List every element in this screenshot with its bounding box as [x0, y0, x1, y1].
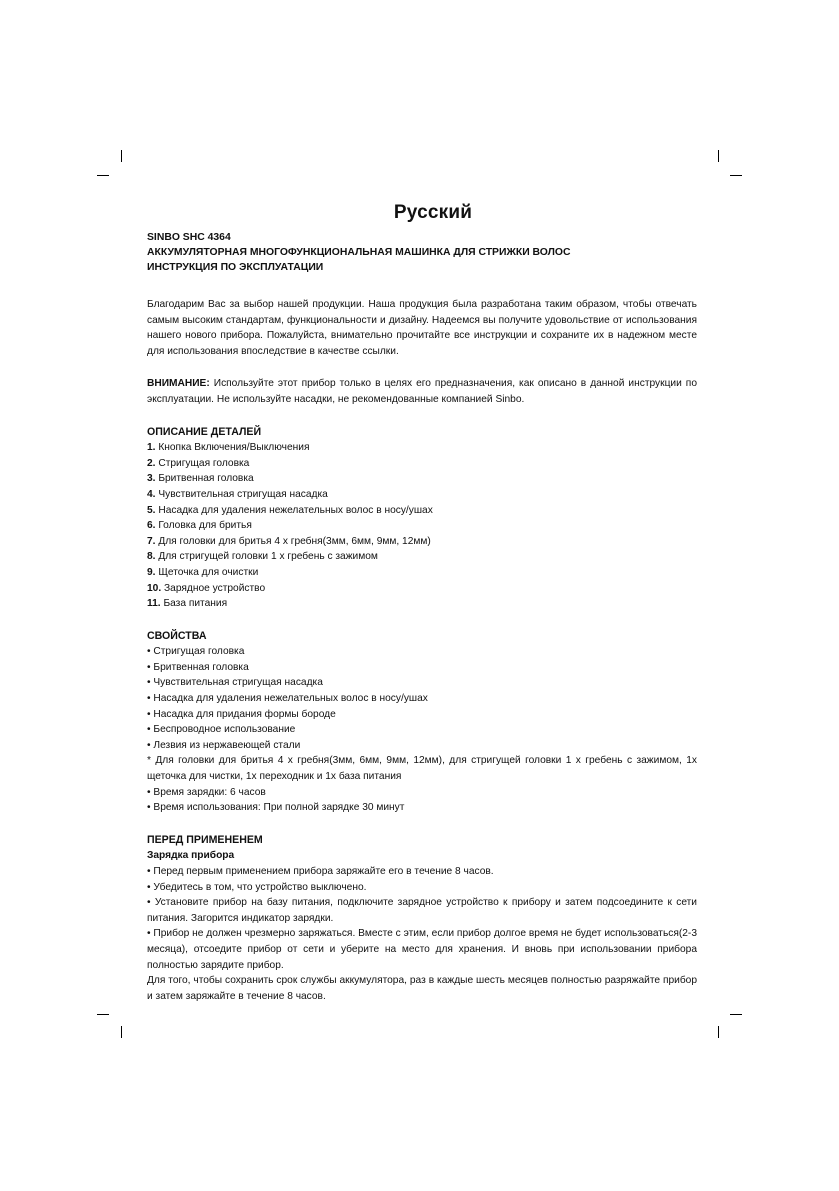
list-item: 3. Бритвенная головка	[147, 473, 254, 485]
features-list	[147, 644, 697, 816]
list-item: 6. Головка для бритья	[147, 520, 252, 532]
list-item: * Для головки для бритья 4 х гребня(3мм, 6мм, 9мм, 12мм), для стригущей головки 1 х гребень с зажимом, 1х щеточка для чистки, 1х переходник и 1х база питания	[147, 755, 697, 783]
manual-title: ИНСТРУКЦИЯ ПО ЭКСПЛУАТАЦИИ	[147, 262, 324, 273]
list-item: 2. Стригущая головка	[147, 457, 250, 469]
warning-paragraph	[147, 376, 697, 407]
charging-subheading: Зарядка прибора	[147, 850, 235, 862]
list-item: • Чувствительная стригущая насадка	[147, 677, 323, 689]
warning-label: ВНИМАНИЕ:	[147, 378, 210, 390]
crop-mark	[121, 1026, 122, 1038]
list-item: • Убедитесь в том, что устройство выключено.	[147, 881, 367, 893]
list-item: • Насадка для удаления нежелательных волос в носу/ушах	[147, 693, 428, 705]
list-item: 8. Для стригущей головки 1 х гребень с зажимом	[147, 551, 378, 563]
crop-mark	[730, 1014, 742, 1015]
parts-heading: ОПИСАНИЕ ДЕТАЛЕЙ	[147, 425, 262, 438]
list-item: • Стригущая головка	[147, 646, 245, 658]
intro-paragraph: Благодарим Вас за выбор нашей продукции. Наша продукция была разработана таким образом, чтобы отвечать самым высоким стандартам, функциональности и дизайну. Надеемся вы получите удовольствие от использования нашего нового прибора. Пожалуйста, внимательно прочитайте все инструкции и сохраните их в надежном месте для использования впоследствие в качестве ссылки.	[147, 299, 697, 357]
list-item: Для того, чтобы сохранить срок службы аккумулятора, раз в каждые шесть месяцев полностью разряжайте прибор и затем заряжайте в течение 8 часов.	[147, 975, 697, 1002]
list-item: • Насадка для придания формы бороде	[147, 708, 336, 720]
crop-mark	[718, 150, 719, 162]
list-item: 4. Чувствительная стригущая насадка	[147, 488, 328, 500]
parts-list	[147, 440, 697, 612]
list-item: 10. Зарядное устройство	[147, 582, 266, 594]
crop-mark	[121, 150, 122, 162]
crop-mark	[97, 1014, 109, 1015]
list-item: 11. База питания	[147, 598, 228, 610]
list-item: 5. Насадка для удаления нежелательных волос в носу/ушах	[147, 504, 433, 516]
list-item: 7. Для головки для бритья 4 х гребня(3мм, 6мм, 9мм, 12мм)	[147, 535, 431, 547]
product-title: АККУМУЛЯТОРНАЯ МНОГОФУНКЦИОНАЛЬНАЯ МАШИНКА ДЛЯ СТРИЖКИ ВОЛОС	[147, 247, 571, 258]
features-heading: СВОЙСТВА	[147, 629, 207, 642]
list-item: • Бритвенная головка	[147, 661, 249, 673]
crop-mark	[718, 1026, 719, 1038]
before-use-heading: ПЕРЕД ПРИМЕНЕНЕМ	[147, 833, 263, 846]
language-title: Русский	[393, 202, 473, 223]
crop-mark	[97, 175, 109, 176]
warning-text: Используйте этот прибор только в целях его предназначения, как описано в данной инструкции по эксплуатации. Не используйте насадки, не рекомендованные компанией Sinbo.	[147, 378, 697, 405]
before-use-list	[147, 864, 697, 1004]
model-title: SINBO SHC 4364	[147, 232, 231, 243]
list-item: • Время использования: При полной зарядке 30 минут	[147, 802, 405, 814]
list-item: • Лезвия из нержавеющей стали	[147, 739, 301, 751]
document-page	[147, 200, 697, 1004]
list-item: • Время зарядки: 6 часов	[147, 786, 266, 798]
list-item: 1. Кнопка Включения/Выключения	[147, 442, 310, 454]
list-item: • Перед первым применением прибора заряжайте его в течение 8 часов.	[147, 866, 494, 877]
list-item: • Прибор не должен чрезмерно заряжаться. Вместе с этим, если прибор долгое время не будет использоваться(2-3 месяца), отсоедите прибор от сети и уберите на место для хранения. И вновь при использовании прибора полностью зарядите прибор.	[147, 928, 697, 971]
list-item: • Установите прибор на базу питания, подключите зарядное устройство к прибору и затем подсоедините к сети питания. Загорится индикатор зарядки.	[147, 897, 697, 924]
list-item: 9. Щеточка для очистки	[147, 566, 259, 578]
list-item: • Беспроводное использование	[147, 724, 296, 736]
crop-mark	[730, 175, 742, 176]
